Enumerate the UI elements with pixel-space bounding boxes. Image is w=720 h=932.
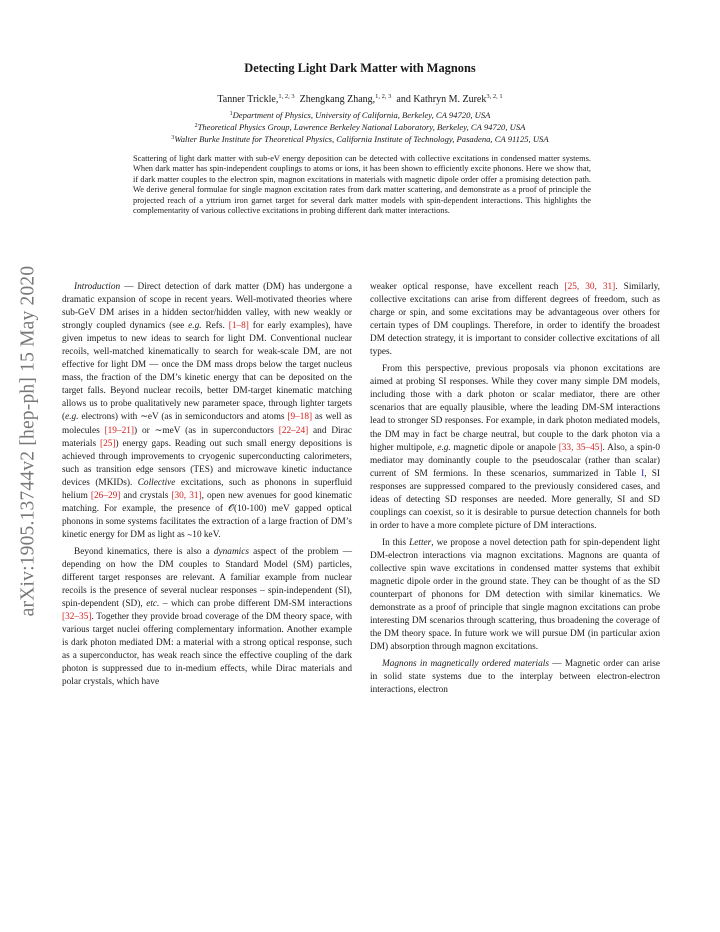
citation-link[interactable]: [9–18] — [287, 412, 313, 423]
citation-link[interactable]: [25, 30, 31] — [564, 282, 616, 292]
table-reference-link[interactable]: I — [641, 468, 645, 479]
paper-title: Detecting Light Dark Matter with Magnons — [244, 61, 476, 75]
arxiv-id-text: arXiv:1905.13744v2 [hep-ph] 15 May 2020 — [17, 265, 38, 617]
citation-link[interactable]: [33, 35–45] — [558, 442, 603, 453]
author-name: and Kathryn M. Zurek — [396, 94, 487, 105]
left-column — [62, 281, 352, 689]
author-affiliation-marker: 1, 2, 3 — [375, 93, 392, 100]
author-affiliation-marker: 3, 2, 1 — [486, 93, 503, 100]
citation-link[interactable]: [19–21] — [104, 425, 134, 436]
paragraph-dynamics: Beyond kinematics, there is also a dynamics aspect of the problem — depending on how the DM couples to Standard Model (SM) particles, different target responses are relevant. A familiar example from nuclear recoils is the presence of several nuclear responses – spin-independent (SI), spin-dependent (SD), etc. – which can probe different DM-SM interactions [32–35]. Together they provide broad coverage of the DM theory space, with various target nuclei offering complementary information. Another example is dark photon mediated DM: a material with a strong optical response, such as a superconductor, has weak reach since the effective coupling of the dark photon is suppressed due to in-medium effects, while Dirac materials and polar crystals, which have — [62, 546, 352, 688]
affiliation: $^2$Theoretical Physics Group, Lawrence Berkeley National Laboratory, Berkeley, CA 94720, USA — [194, 122, 526, 132]
abstract: Scattering of light dark matter with sub-eV energy deposition can be detected with collective excitations in condensed matter systems. When dark matter has spin-independent couplings to atoms or ions, it has been shown to efficiently excite phonons. Here we show that, if dark matter couples to the electron spin, magnon excitations in materials with magnetic dipole order offer a promising detection path. We derive general formulae for single magnon excitation rates from dark matter scattering, and demonstrate as a proof of principle the projected reach of a yttrium iron garnet target for several dark matter models with spin-dependent interactions. This highlights the complementarity of various collective excitations in probing different dark matter interactions. — [133, 154, 591, 216]
paragraph-perspective: From this perspective, previous proposals via phonon excitations are aimed at probing SI responses. While they cover many simple DM models, including those with a dark photon or scalar mediator, there are other scenarios that are equally plausible, where the leading DM-SM interactions lead to stronger SD responses. For example, in dark photon mediated models, the DM may in fact be charge neutral, but couple to the dark photon via a higher multipole, e.g. magnetic dipole or anapole [33, 35–45]. Also, a spin-0 mediator may dominantly couple to the pseudoscalar (rather than scalar) current of SM fermions. In these scenarios, summarized in Table I, SI responses are suppressed compared to the previously considered cases, and ideas of detecting SD responses are needed. More generally, SI and SD couplings can coexist, so it is desirable to pursue detection channels for both in order to have a more complete picture of DM interactions. — [370, 364, 660, 531]
citation-link[interactable]: [1–8] — [228, 321, 249, 332]
paragraph-magnons: Magnons in magnetically ordered materials — Magnetic order can arise in solid state systems due to the interplay between electron-electron interactions, electron — [370, 659, 660, 696]
right-column — [370, 281, 660, 697]
author-affiliation-marker: 1, 2, 3 — [278, 93, 295, 100]
paragraph-continued: weaker optical response, have excellent reach [25, 30, 31]. Similarly, collective excitations can arise from different degrees of freedom, such as charge or spin, and some excitations may be advantageous over others for certain types of DM couplings. Therefore, in order to identify the broadest DM detection strategy, it is important to consider collective excitations of all types. — [370, 282, 660, 358]
author-name: Tanner Trickle, — [217, 94, 279, 105]
author-list — [0, 93, 720, 105]
section-runin-heading: Introduction — [74, 282, 121, 292]
citation-link[interactable]: [30, 31] — [171, 490, 202, 501]
citation-link[interactable]: [22–24] — [278, 425, 309, 436]
section-runin-heading: Magnons in magnetically ordered materials — [382, 659, 549, 670]
citation-link[interactable]: [32–35] — [62, 612, 92, 623]
affiliation: $^1$Department of Physics, University of California, Berkeley, CA 94720, USA — [229, 110, 491, 120]
paragraph-introduction: Introduction — Direct detection of dark matter (DM) has undergone a dramatic expansion of scope in recent years. Well-motivated theories where sub-GeV DM arises in a hidden sector/hidden valley, with new weakly or strongly coupled dynamics (see e.g. Refs. [1–8] for early examples), have given impetus to new ideas to search for light DM. Conventional nuclear recoils, well-matched kinematically to search for weak-scale DM, are not effective for light DM — once the DM mass drops below the target nucleus mass, the fraction of the DM’s kinetic energy that can be deposited on the target falls. Beyond nuclear recoils, better DM-target kinematic matching allows us to probe qualitatively new parameter space, through lighter targets (e.g. electrons) with ∼eV (as in semiconductors and atoms [9–18] as well as molecules [19–21]) or ∼meV (as in superconductors [22–24] and Dirac materials [25]) energy gaps. Reading out such small energy depositions is achieved through improvements to cryogenic superconducting calorimeters, such as transition edge sensors (TES) and microwave kinetic inductance devices (MKIDs). Collective excitations, such as phonons in superfluid helium [26–29] and crystals [30, 31], open new avenues for good kinematic matching. For example, the presence of 𝒪(10-100) meV gapped optical phonons in some systems facilitates the extraction of a large fraction of DM’s kinetic energy for DM as light as ∼10 keV. — [62, 282, 353, 540]
citation-link[interactable]: [25] — [99, 438, 116, 449]
paragraph-letter: In this Letter, we propose a novel detection path for spin-dependent light DM-electron interactions via magnon excitations. Magnons are quanta of collective spin wave excitations in condensed matter systems that exhibit magnetic dipole order in the ground state. They can be thought of as the SD counterpart of phonons for DM detection with similar kinematics. We demonstrate as a proof of principle that single magnon excitations can probe interesting DM scenarios through scattering, thus broadening the coverage of the DM theory space. In future work we will pursue DM (in particular axion DM) absorption through magnon excitations. — [370, 537, 660, 653]
author-name: Zhengkang Zhang, — [299, 94, 376, 105]
citation-link[interactable]: [26–29] — [90, 490, 121, 501]
arxiv-identifier-stamp[interactable] — [4, 236, 52, 646]
affiliation: $^3$Walter Burke Institute for Theoretical Physics, California Institute of Technology, Pasadena, CA 91125, USA — [171, 134, 549, 144]
